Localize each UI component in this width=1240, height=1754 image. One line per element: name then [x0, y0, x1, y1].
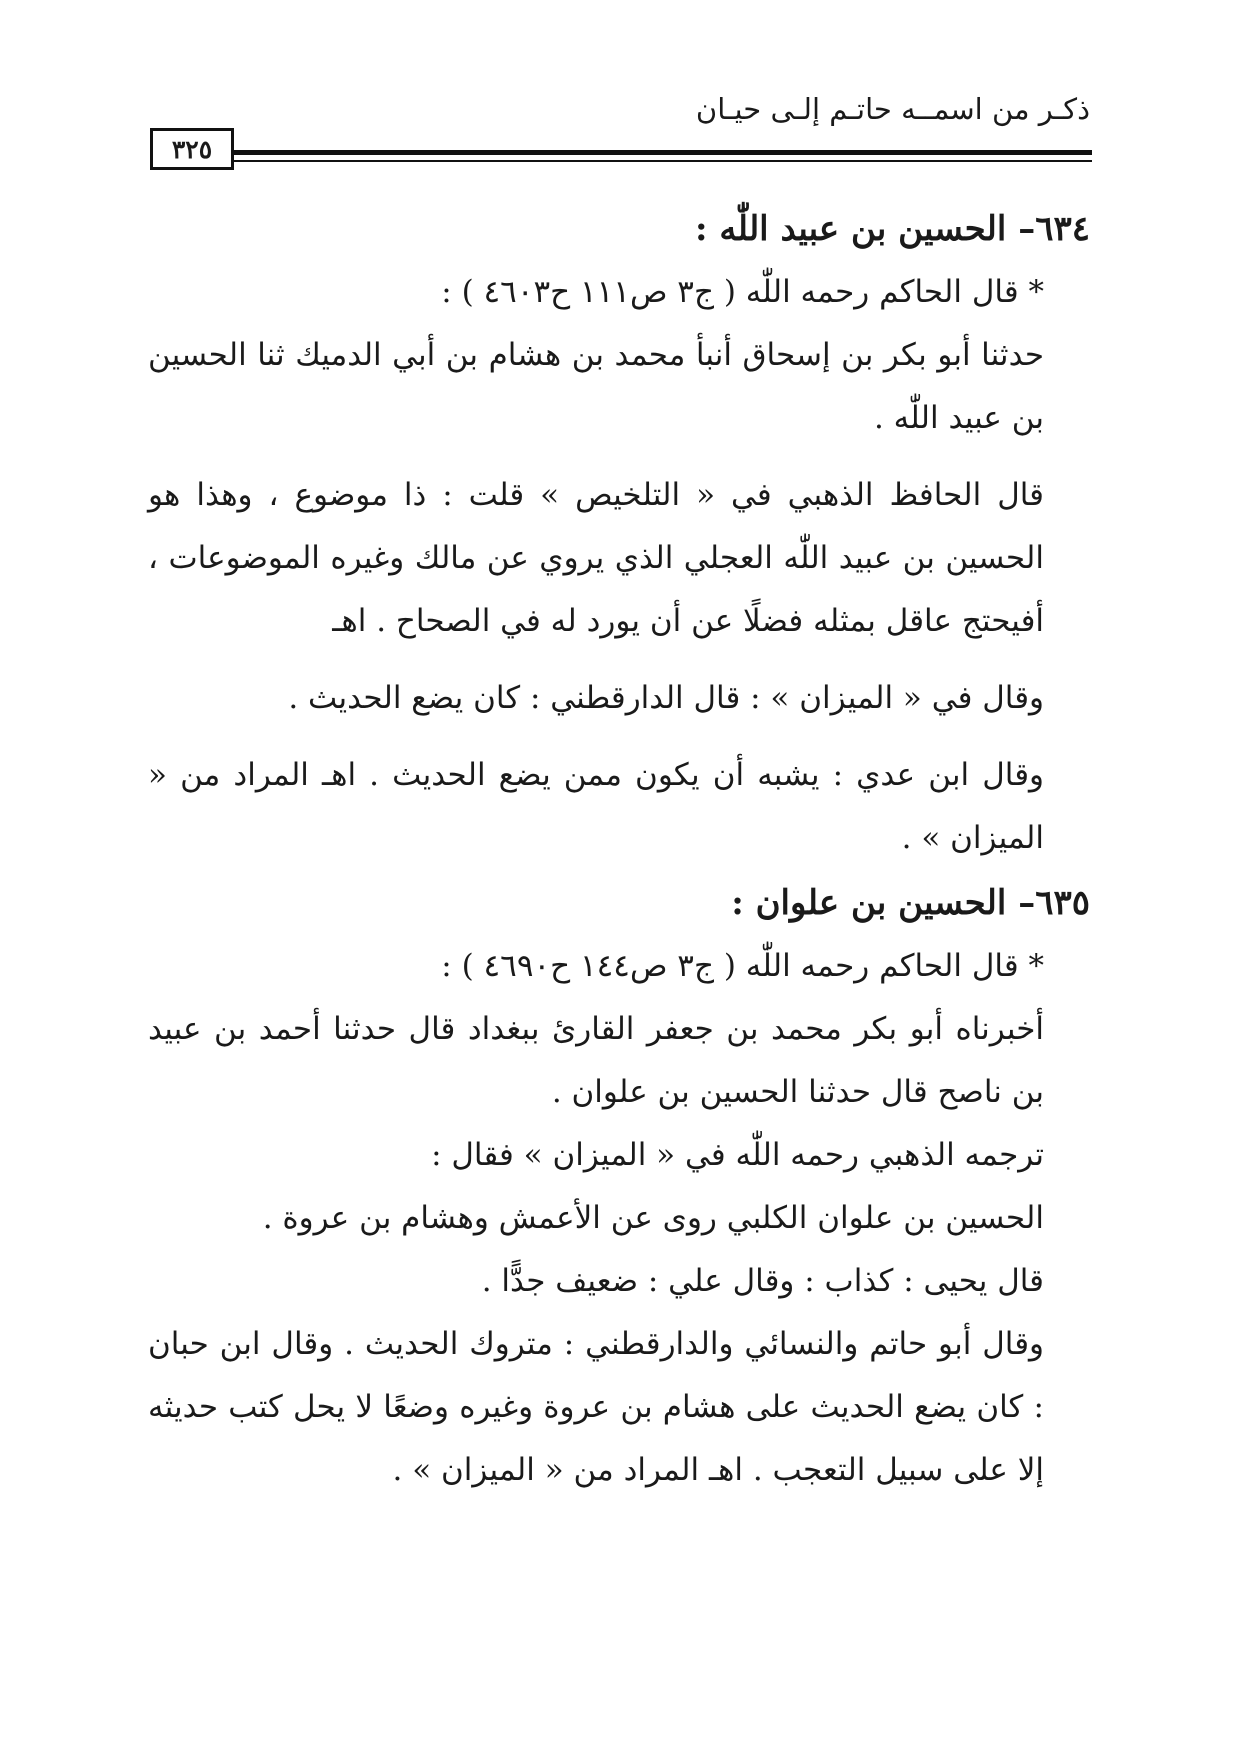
paragraph: قال يحيى : كذاب : وقال علي : ضعيف جدًّا .: [481, 1263, 1044, 1299]
running-header: ذكـر من اسمــه حاتـم إلـى حيـان: [695, 92, 1090, 126]
entry-title: ٦٣٥– الحسين بن علوان :: [731, 883, 1090, 923]
page-number: ٣٢٥: [150, 128, 234, 170]
page-body: [148, 198, 1090, 1502]
paragraph: قال الحافظ الذهبي في « التلخيص » قلت : ذا موضوع ، وهذا هو الحسين بن عبيد اللّٰه العجلي الذي يروي عن مالك وغيره الموضوعات ، أفيحتج عاقل بمثله فضلًا عن أن يورد له في الصحاح . اهـ: [148, 477, 1044, 639]
paragraph: وقال في « الميزان » : قال الدارقطني : كان يضع الحديث .: [288, 680, 1044, 716]
source-reference: * قال الحاكم رحمه اللّٰه ( ج٣ ص١٤٤ ح٤٦٩٠ ) :: [441, 948, 1044, 984]
source-reference: * قال الحاكم رحمه اللّٰه ( ج٣ ص١١١ ح٤٦٠٣ ) :: [441, 274, 1044, 310]
header-rule-thick: [234, 150, 1092, 155]
paragraph: أخبرناه أبو بكر محمد بن جعفر القارئ ببغداد قال حدثنا أحمد بن عبيد بن ناصح قال حدثنا الحسين بن علوان .: [148, 1011, 1044, 1110]
paragraph: الحسين بن علوان الكلبي روى عن الأعمش وهشام بن عروة .: [262, 1200, 1044, 1236]
header-rule-thin: [234, 160, 1092, 162]
paragraph: ترجمه الذهبي رحمه اللّٰه في « الميزان » فقال :: [431, 1137, 1044, 1173]
paragraph: حدثنا أبو بكر بن إسحاق أنبأ محمد بن هشام بن أبي الدميك ثنا الحسين بن عبيد اللّٰه .: [148, 337, 1044, 436]
paragraph: وقال أبو حاتم والنسائي والدارقطني : متروك الحديث . وقال ابن حبان : كان يضع الحديث على هشام بن عروة وغيره وضعًا لا يحل كتب حديثه إلا على سبيل التعجب . اهـ المراد من « الميزان » .: [148, 1326, 1044, 1488]
paragraph: وقال ابن عدي : يشبه أن يكون ممن يضع الحديث . اهـ المراد من « الميزان » .: [148, 757, 1044, 856]
entry-title: ٦٣٤– الحسين بن عبيد اللّٰه :: [694, 209, 1090, 249]
